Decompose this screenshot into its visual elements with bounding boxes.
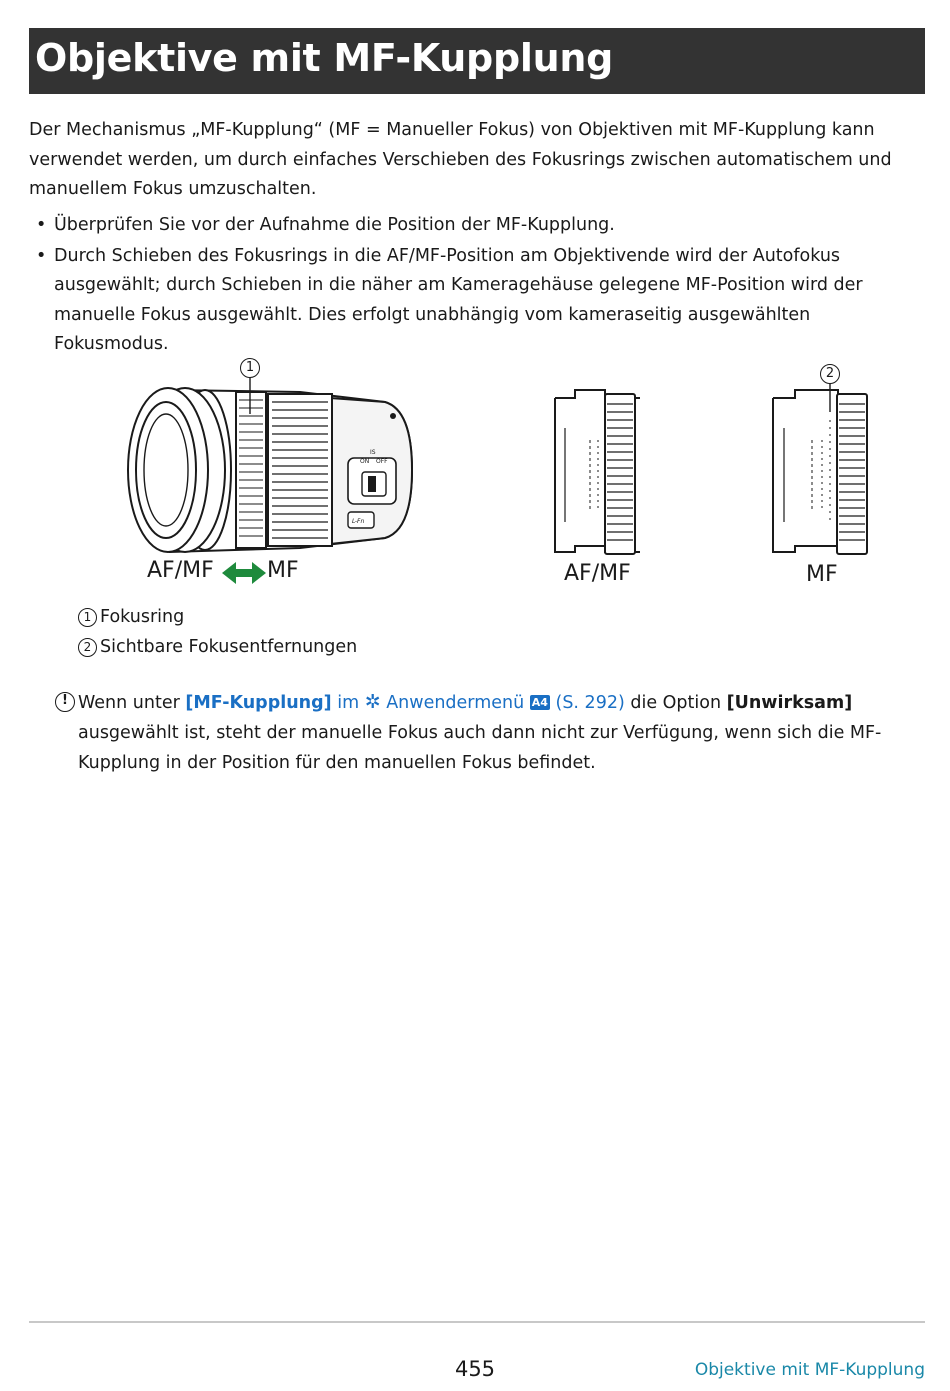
note-link-im[interactable]: im bbox=[331, 693, 365, 713]
label-afmf-center: AF/MF bbox=[564, 561, 631, 586]
page-number: 455 bbox=[454, 1357, 496, 1381]
note-text-part: die Option bbox=[624, 693, 727, 713]
lens-switch-on-label: ON bbox=[360, 458, 370, 465]
label-mf-left: MF bbox=[267, 558, 299, 583]
note-text-part: Wenn unter bbox=[78, 693, 186, 713]
footer-section-link[interactable]: Objektive mit MF-Kupplung bbox=[694, 1360, 925, 1380]
callout-1: 1 bbox=[240, 358, 260, 378]
double-arrow-icon bbox=[222, 562, 266, 584]
lens-figure bbox=[0, 350, 950, 600]
caution-note bbox=[55, 687, 885, 778]
callout-2: 2 bbox=[820, 364, 840, 384]
lens-perspective-drawing bbox=[128, 388, 412, 552]
label-mf-right: MF bbox=[806, 562, 838, 587]
page-title: Objektive mit MF-Kupplung bbox=[35, 36, 613, 80]
legend-number: 2 bbox=[78, 638, 97, 657]
legend-number: 1 bbox=[78, 608, 97, 627]
option-name: [Unwirksam] bbox=[726, 693, 853, 713]
legend-item bbox=[78, 602, 357, 632]
legend-text: Sichtbare Fokusentfernungen bbox=[100, 637, 358, 657]
intro-paragraph: Der Mechanismus „MF-Kupplung“ (MF = Manueller Fokus) von Objektiven mit MF-Kupplung kann verwendet werden, um durch einfaches Verschieben des Fokusrings zwischen automatischem und manuellem Fokus umzuschalten. bbox=[29, 120, 892, 199]
bullet-text: Überprüfen Sie vor der Aufnahme die Position der MF-Kupplung. bbox=[54, 215, 615, 235]
lens-side-view-afmf bbox=[555, 390, 640, 554]
page-reference-link[interactable]: (S. 292) bbox=[549, 693, 625, 713]
legend-text: Fokusring bbox=[100, 607, 185, 627]
gear-icon: ✲ bbox=[364, 691, 381, 713]
figure-legend bbox=[78, 602, 357, 662]
lens-switch-off-label: OFF bbox=[376, 458, 388, 465]
footer-divider bbox=[29, 1321, 925, 1323]
list-item: • Überprüfen Sie vor der Aufnahme die Position der MF-Kupplung. bbox=[36, 215, 615, 235]
bullet-text: Durch Schieben des Fokusrings in die AF/MF-Position am Objektivende wird der Autofokus ausgewählt; durch Schieben in die näher am Kameragehäuse gelegene MF-Position wird der manuelle Fokus ausgewählt. Dies erfolgt unabhängig vom kameraseitig ausgewählten Fokusmodus. bbox=[54, 245, 863, 354]
legend-item bbox=[78, 632, 357, 662]
page-title-bar bbox=[29, 28, 925, 94]
lens-side-view-mf bbox=[773, 390, 867, 554]
lens-switch-is-label: IS bbox=[370, 449, 376, 456]
label-afmf-left: AF/MF bbox=[147, 558, 214, 583]
bullet-list bbox=[29, 211, 929, 361]
note-text-part: ausgewählt ist, steht der manuelle Fokus auch dann nicht zur Verfügung, wenn sich die MF-Kupplung in der Position für den manuellen Fokus befindet. bbox=[78, 723, 882, 773]
a4-tab-icon: A4 bbox=[531, 696, 548, 709]
note-text bbox=[78, 687, 885, 778]
caution-icon: ! bbox=[55, 692, 75, 712]
lens-button-label: L-Fn bbox=[352, 518, 365, 525]
custom-menu-link[interactable]: Anwendermenü bbox=[380, 693, 530, 713]
mf-kupplung-link[interactable]: [MF-Kupplung] bbox=[185, 693, 332, 713]
list-item: • Durch Schieben des Fokusrings in die AF/MF-Position am Objektivende wird der Autofokus ausgewählt; durch Schieben in die näher am Kameragehäuse gelegene MF-Position wird der manuelle Fokus ausgewählt. Dies erfolgt unabhängig vom kameraseitig ausgewählten Fokusmodus. bbox=[36, 245, 863, 354]
